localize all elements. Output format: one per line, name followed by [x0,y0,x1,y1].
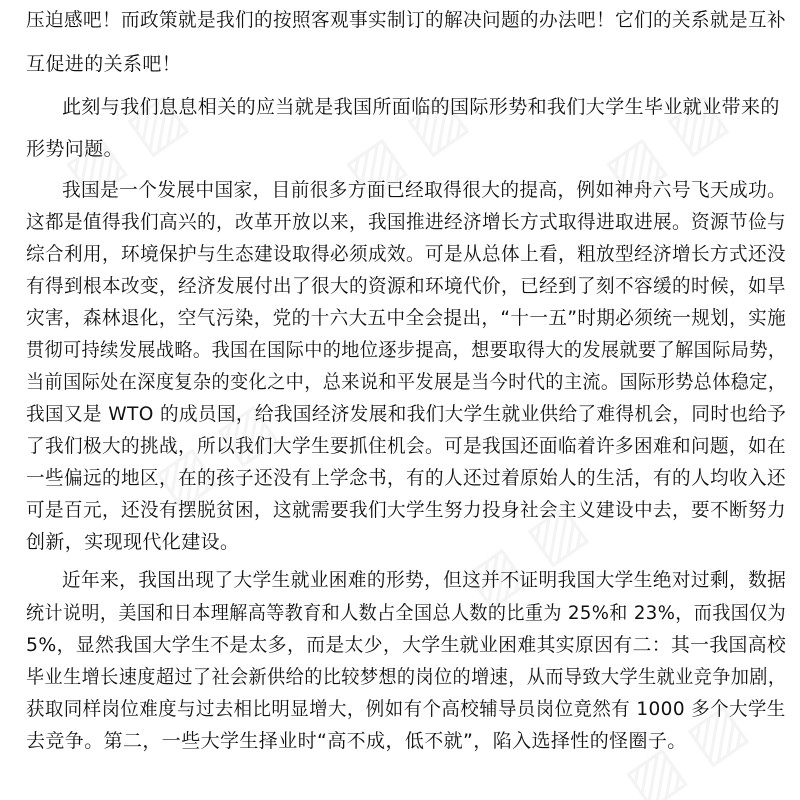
paragraph-line: 近年来，我国出现了大学生就业困难的形势，但这并不证明我国大学生绝对过剩，数据 [62,569,787,591]
paragraph-line: 5%，显然我国大学生不是太多，而是太少，大学生就业困难其实原因有二：其一我国高校 [26,634,787,656]
paragraph-line: 贯彻可持续发展战略。我国在国际中的地位逐步提高，想要取得大的发展就要了解国际局势， [26,339,787,361]
paragraph-line: 获取同样岗位难度与过去相比明显增大，例如有个高校辅导员岗位竟然有 1000 多个大学生 [26,698,786,720]
paragraph-line: 互促进的关系吧！ [26,53,182,75]
paragraph-line: 压迫感吧！而政策就是我们的按照客观事实制订的解决问题的办法吧！它们的关系就是互补 [26,9,787,31]
paragraph-line: 灾害，森林退化，空气污染，党的十六大五中全会提出，“十一五”时期必须统一规划，实施 [26,307,787,329]
paragraph-line: 创新，实现现代化建设。 [26,531,240,553]
paragraph-line: 统计说明，美国和日本理解高等教育和人数占全国总人数的比重为 25%和 23%，而我国仅为 [26,602,787,624]
paragraph-line: 这都是值得我们高兴的，改革开放以来，我国推进经济增长方式取得进取进展。资源节俭与 [26,211,787,233]
paragraph-line: 综合利用，环境保护与生态建设取得必须成效。可是从总体上看，粗放型经济增长方式还没 [26,243,787,265]
paragraph-line: 毕业生增长速度超过了社会新供给的比较梦想的岗位的增速，从而导致大学生就业竞争加剧， [26,666,787,688]
paragraph-line: 我国是一个发展中国家，目前很多方面已经取得很大的提高，例如神舟六号飞天成功。 [62,179,787,201]
paragraph-line: 可是百元，还没有摆脱贫困，这就需要我们大学生努力投身社会主义建设中去，要不断努力 [26,499,787,521]
paragraph-line: 此刻与我们息息相关的应当就是我国所面临的国际形势和我们大学生毕业就业带来的 [62,96,780,118]
paragraph-line: 我国又是 WTO 的成员国，给我国经济发展和我们大学生就业供给了难得机会，同时也给予 [26,403,787,425]
paragraph-line: 形势问题。 [26,138,124,160]
paragraph-line: 当前国际处在深度复杂的变化之中，总来说和平发展是当今时代的主流。国际形势总体稳定， [26,371,787,393]
paragraph-line: 有得到根本改变，经济发展付出了很大的资源和环境代价，已经到了刻不容缓的时候，如旱 [26,275,787,297]
paragraph-line: 去竞争。第二，一些大学生择业时“高不成，低不就”，陷入选择性的怪圈子。 [26,730,687,752]
paragraph-line: 了我们极大的挑战，所以我们大学生要抓住机会。可是我国还面临着许多困难和问题，如在 [26,435,787,457]
paragraph-line: 一些偏远的地区，在的孩子还没有上学念书，有的人还过着原始人的生活，有的人均收入还 [26,467,787,489]
